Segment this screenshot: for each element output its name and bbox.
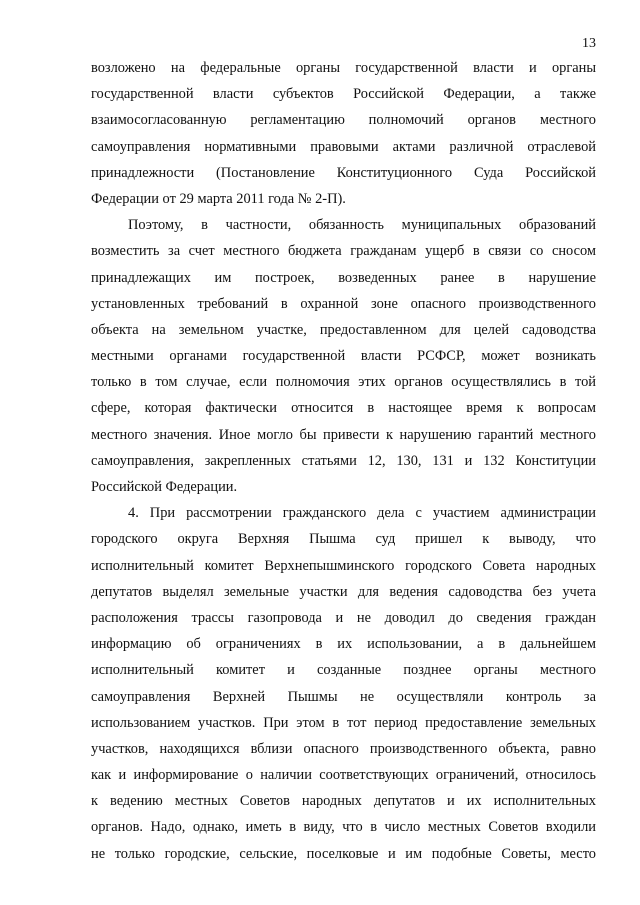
text-line: 4. При рассмотрении гражданского дела с участием администрации (128, 505, 596, 522)
text-line: принадлежности (Постановление Конституционного Суда Российской (91, 164, 596, 181)
text-line: государственной власти субъектов Российской Федерации, а также (91, 86, 596, 103)
text-line: возложено на федеральные органы государственной власти и органы (91, 60, 596, 76)
text-line: объекта на земельном участке, предоставленном для целей садоводства (91, 321, 596, 338)
text-line: самоуправления, закрепленных статьями 12, 130, 131 и 132 Конституции (91, 452, 596, 469)
text-line: взаимосогласованную регламентацию полномочий органов местного (91, 112, 596, 129)
document-body (91, 55, 596, 867)
text-line: участков, находящихся вблизи опасного производственного объекта, равно (91, 740, 596, 757)
text-line: информацию об ограничениях в их использовании, а в дальнейшем (91, 636, 596, 653)
text-line: исполнительный комитет Верхнепышминского городского Совета народных (91, 557, 596, 574)
text-line: сфере, которая фактически относится в настоящее время к вопросам (91, 400, 596, 417)
text-line: не только городские, сельские, поселковые и им подобные Советы, место (91, 845, 596, 862)
text-line: Поэтому, в частности, обязанность муниципальных образований (128, 217, 596, 234)
text-line: органов. Надо, однако, иметь в виду, что в число местных Советов входили (91, 819, 596, 836)
text-line: исполнительный комитет и созданные позднее органы местного (91, 662, 596, 679)
text-line: местными органами государственной власти РСФСР, может возникать (91, 348, 596, 365)
text-line: самоуправления Верхней Пышмы не осуществляли контроль за (91, 688, 596, 705)
page-number: 13 (582, 36, 596, 51)
text-line: установленных требований в охранной зоне опасного производственного (91, 295, 596, 312)
text-line: Федерации от 29 марта 2011 года № 2-П). (91, 190, 346, 207)
text-line: депутатов выделял земельные участки для ведения садоводства без учета (91, 583, 596, 600)
text-line: Российской Федерации. (91, 479, 238, 495)
text-line: возместить за счет местного бюджета гражданам ущерб в связи со сносом (91, 243, 596, 260)
text-line: расположения трассы газопровода и не доводил до сведения граждан (91, 609, 596, 626)
text-line: местного значения. Иное могло бы привести к нарушению гарантий местного (91, 426, 596, 443)
text-line: как и информирование о наличии соответствующих ограничений, относилось (91, 767, 596, 784)
text-line: принадлежащих им построек, возведенных ранее в нарушение (91, 269, 596, 286)
text-line: самоуправления нормативными правовыми актами различной отраслевой (91, 138, 596, 155)
text-line: использованием участков. При этом в тот период предоставление земельных (91, 714, 596, 731)
text-line: к ведению местных Советов народных депутатов и их исполнительных (91, 793, 596, 810)
text-line: только в том случае, если полномочия этих органов осуществлялись в той (91, 374, 596, 391)
text-line: городского округа Верхняя Пышма суд пришел к выводу, что (91, 531, 596, 548)
